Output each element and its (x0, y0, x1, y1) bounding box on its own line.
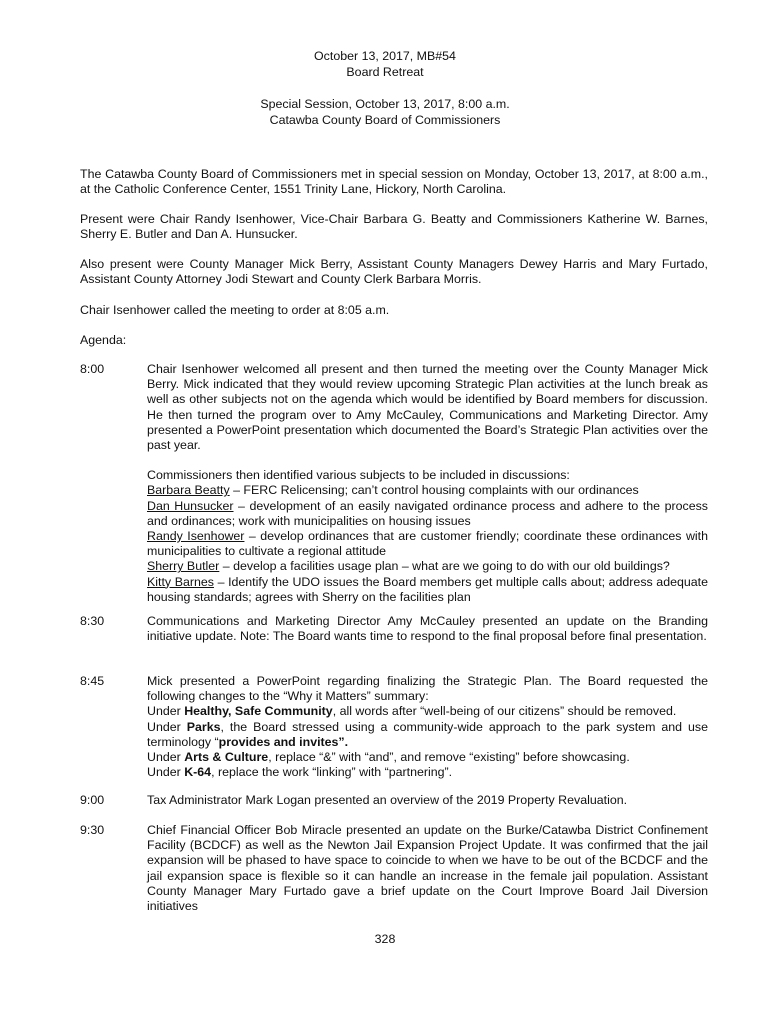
agenda-heading: Agenda: (80, 333, 127, 347)
agenda-content: Chair Isenhower welcomed all present and then turned the meeting over the County Manager Mick Berry. Mick indicated that they would review upcoming Strategic Plan activities at the lunch break as well as other subjects not on the agenda which would be identified by Board members for discussion. He then turned the program over to Amy McCauley, Communications and Marketing Director. Amy presented a PowerPoint presentation which documented the Board’s Strategic Plan activities over the past year. Commissioners then identified various subjects to be included in discussions: Barbara Beatty – FERC Relicensing; can’t control housing complaints with our ordinances Dan Hunsucker – development of an easily navigated ordinance process and adhere to the process and ordinances; work with municipalities on housing issues Randy Isenhower – develop ordinances that are customer friendly; coordinate these ordinances with municipalities to cultivate a regional attitude Sherry Butler – develop a facilities usage plan – what are we going to do with our old buildings? Kitty Barnes – Identify the UDO issues the Board members get multiple calls about; address adequate housing standards; agrees with Sherry on the facilities plan (147, 362, 708, 604)
change-parks: Under Parks, the Board stressed using a community-wide approach to the park system and use terminology “provides and invites”. (147, 719, 708, 749)
intro-paragraph: The Catawba County Board of Commissioners met in special session on Monday, October 13, 2017, at 8:00 a.m., at the Catholic Conference Center, 1551 Trinity Lane, Hickory, North Carolina. (80, 167, 708, 197)
call-to-order-paragraph: Chair Isenhower called the meeting to order at 8:05 a.m. (80, 303, 390, 317)
change-k64: Under K-64, replace the work “linking” with “partnering”. (147, 765, 453, 780)
also-present-paragraph: Also present were County Manager Mick Berry, Assistant County Managers Dewey Harris and Mary Furtado, Assistant County Attorney Jodi Stewart and County Clerk Barbara Morris. (80, 257, 708, 287)
agenda-content: Chief Financial Officer Bob Miracle presented an update on the Burke/Catawba District Confinement Facility (BCDCF) as well as the Newton Jail Expansion Project Update. It was confirmed that the jail expansion will be phased to have space to coincide to when we have to be out of the BCDCF and the jail expansion space is flexible so it can handle an increase in the female jail population. Assistant County Manager Mary Furtado gave a brief update on the Court Improve Board Jail Diversion initiatives (147, 823, 708, 914)
header-session-line: Special Session, October 13, 2017, 8:00 a.m. (260, 97, 510, 111)
agenda-time: 9:30 (80, 823, 105, 837)
subject-isenhower: Randy Isenhower – develop ordinances that are customer friendly; coordinate these ordinances with municipalities to cultivate a regional attitude (147, 529, 708, 559)
header-retreat-line: Board Retreat (346, 65, 424, 79)
agenda-content: Tax Administrator Mark Logan presented an overview of the 2019 Property Revaluation. (147, 793, 628, 807)
document-header (0, 48, 770, 128)
subject-butler: Sherry Butler – develop a facilities usage plan – what are we going to do with our old buildings? (147, 559, 670, 574)
subject-beatty: Barbara Beatty – FERC Relicensing; can’t control housing complaints with our ordinances (147, 483, 639, 498)
present-paragraph: Present were Chair Randy Isenhower, Vice-Chair Barbara G. Beatty and Commissioners Katherine W. Barnes, Sherry E. Butler and Dan A. Hunsucker. (80, 212, 708, 242)
subjects-intro: Commissioners then identified various subjects to be included in discussions: (147, 468, 570, 483)
page-number: 328 (374, 932, 396, 946)
agenda-time: 8:30 (80, 614, 105, 628)
change-arts-culture: Under Arts & Culture, replace “&” with “and”, and remove “existing” before showcasing. (147, 750, 630, 765)
agenda-content: Mick presented a PowerPoint regarding finalizing the Strategic Plan. The Board requested the following changes to the “Why it Matters” summary: Under Healthy, Safe Community, all words after “well-being of our citizens” should be removed. Under Parks, the Board stressed using a community-wide approach to the park system and use terminology “provides and invites”. Under Arts & Culture, replace “&” with “and”, and remove “existing” before showcasing. Under K-64, replace the work “linking” with “partnering”. (147, 674, 708, 780)
header-date-line: October 13, 2017, MB#54 (314, 49, 456, 63)
subject-barnes: Kitty Barnes – Identify the UDO issues the Board members get multiple calls about; address adequate housing standards; agrees with Sherry on the facilities plan (147, 574, 708, 604)
agenda-time: 8:00 (80, 362, 105, 376)
subject-hunsucker: Dan Hunsucker – development of an easily navigated ordinance process and adhere to the process and ordinances; work with municipalities on housing issues (147, 498, 708, 528)
agenda-time: 8:45 (80, 674, 105, 688)
header-board-line: Catawba County Board of Commissioners (269, 113, 501, 127)
change-healthy-safe: Under Healthy, Safe Community, all words after “well-being of our citizens” should be removed. (147, 704, 677, 719)
agenda-content: Communications and Marketing Director Amy McCauley presented an update on the Branding initiative update. Note: The Board wants time to respond to the final proposal before final presentation. (147, 614, 708, 644)
agenda-time: 9:00 (80, 793, 105, 807)
